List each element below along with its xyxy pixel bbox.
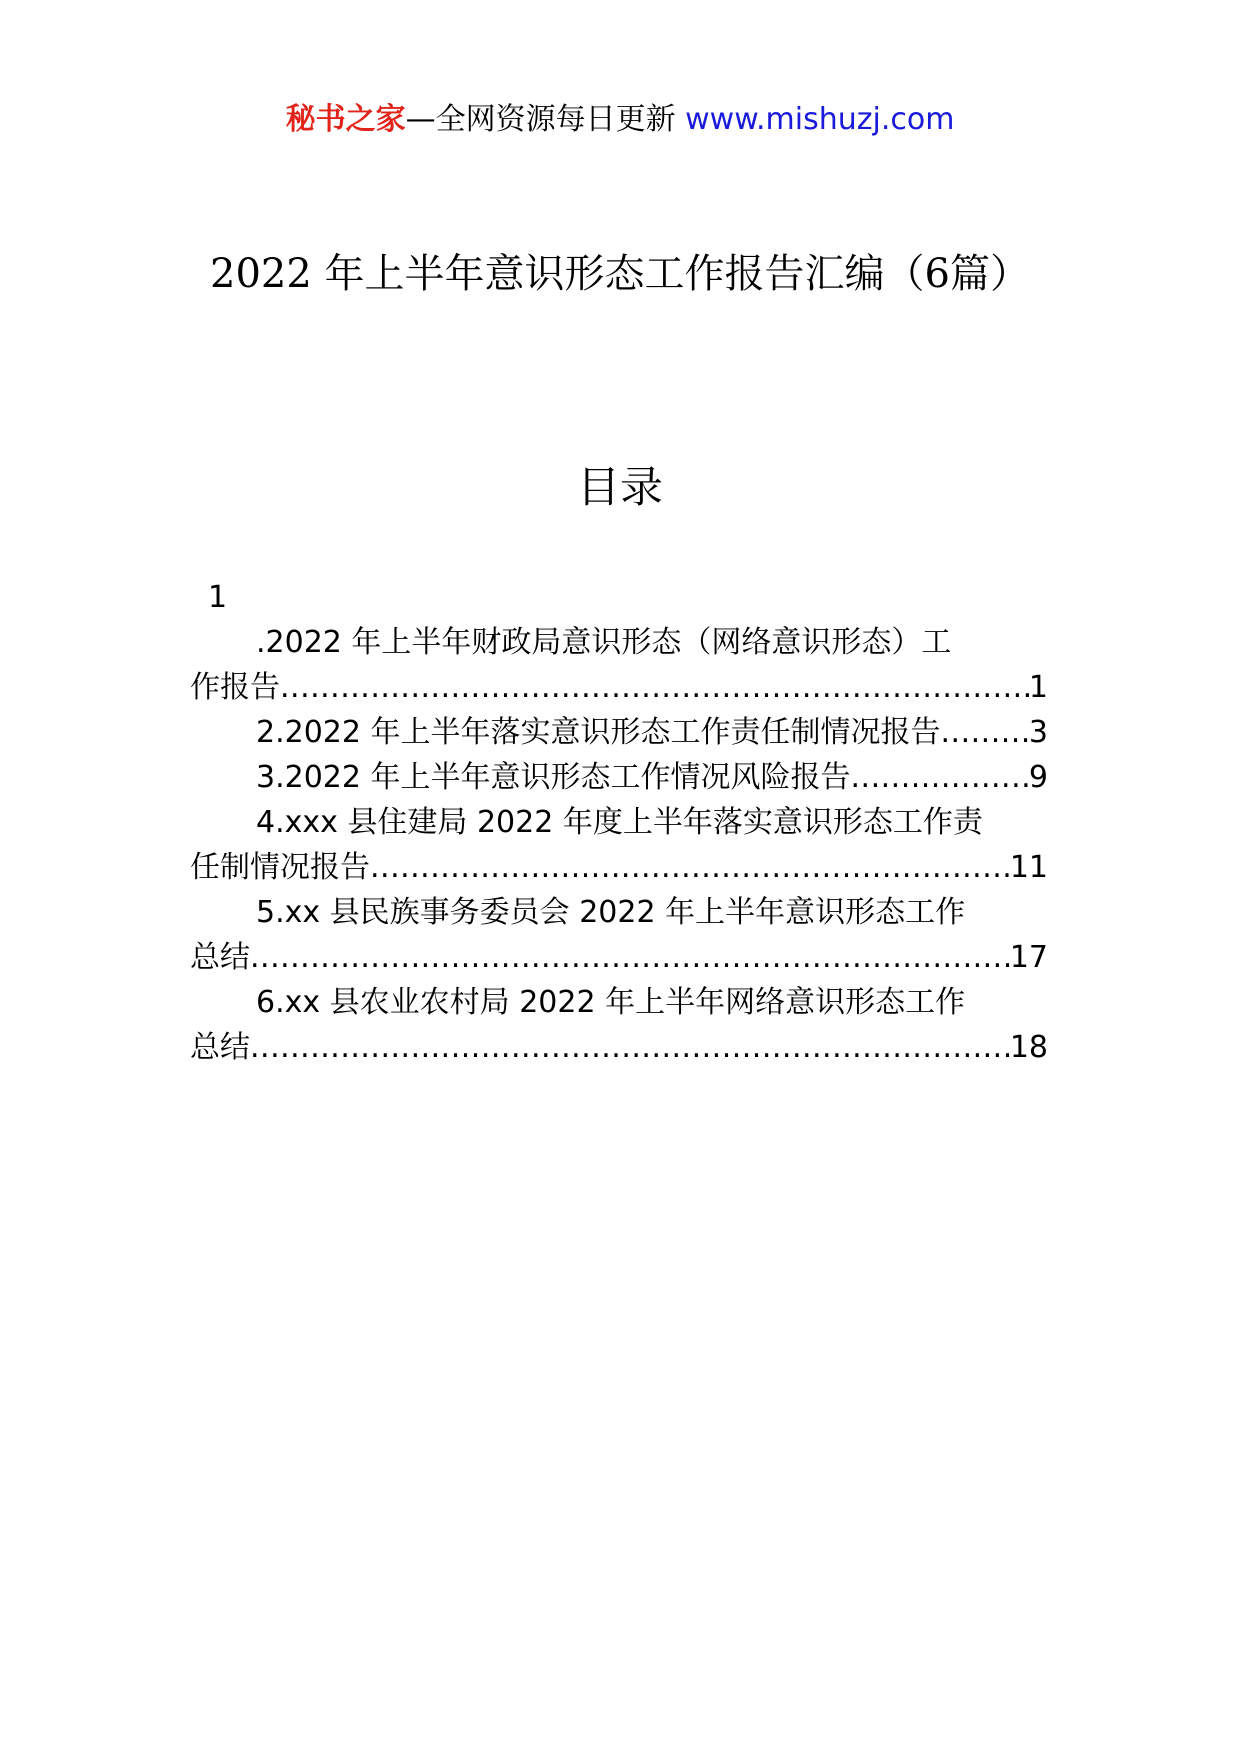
toc-item-title: 4.xxx 县住建局 2022 年度上半年落实意识形态工作责 (256, 805, 983, 840)
toc-page-number: 18 (1009, 1030, 1048, 1065)
dot-leader (851, 755, 1029, 800)
dot-leader (250, 1025, 1010, 1070)
table-of-contents (190, 620, 1048, 1070)
toc-item-title-cont: 总结 (190, 940, 250, 975)
toc-item[interactable] (190, 620, 1048, 710)
document-title: 2022 年上半年意识形态工作报告汇编（6篇） (210, 251, 1030, 297)
site-url-link[interactable]: www.mishuzj.com (685, 102, 955, 137)
toc-number: 1 (208, 580, 228, 615)
toc-item-title-cont: 作报告 (190, 670, 280, 705)
toc-heading: 目录 (577, 463, 663, 513)
toc-item[interactable] (190, 755, 1048, 800)
toc-item-title-cont: 任制情况报告 (190, 850, 370, 885)
toc-page-number: 11 (1009, 850, 1048, 885)
dot-leader (941, 710, 1029, 755)
site-header (0, 100, 1240, 140)
toc-item-title: 3.2022 年上半年意识形态工作情况风险报告 (256, 760, 851, 795)
slogan: —全网资源每日更新 (405, 102, 676, 137)
dot-leader (370, 845, 1010, 890)
toc-page-number: 1 (1028, 670, 1048, 705)
brand-name: 秘书之家 (285, 102, 406, 137)
toc-item[interactable] (190, 710, 1048, 755)
toc-page-number: 3 (1028, 715, 1048, 750)
toc-item[interactable] (190, 980, 1048, 1070)
toc-item-title: 2.2022 年上半年落实意识形态工作责任制情况报告 (256, 715, 941, 750)
toc-item-title: 5.xx 县民族事务委员会 2022 年上半年意识形态工作 (256, 895, 966, 930)
toc-item-title: 6.xx 县农业农村局 2022 年上半年网络意识形态工作 (256, 985, 966, 1020)
toc-item-title: .2022 年上半年财政局意识形态（网络意识形态）工 (256, 625, 952, 660)
toc-page-number: 9 (1028, 760, 1048, 795)
dot-leader (250, 935, 1010, 980)
toc-item-title-cont: 总结 (190, 1030, 250, 1065)
toc-item[interactable] (190, 800, 1048, 890)
toc-page-number: 17 (1009, 940, 1048, 975)
toc-item[interactable] (190, 890, 1048, 980)
dot-leader (280, 665, 1029, 710)
